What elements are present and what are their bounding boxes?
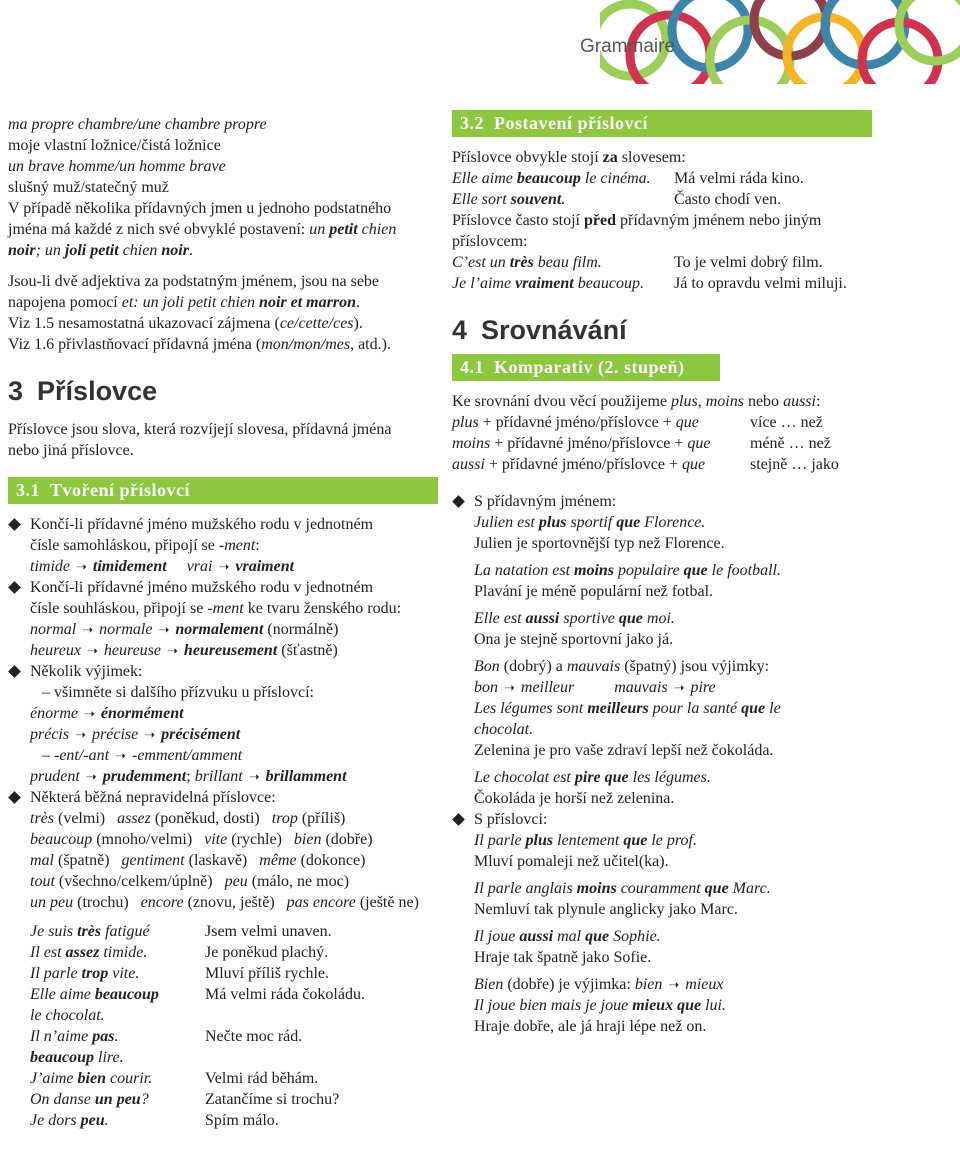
paragraph-line: V případě několika přídavných jmen u jednoho podstatného — [8, 200, 392, 217]
left-column — [8, 114, 438, 1131]
bullet-item: Končí-li přídavné jméno mužského rodu v jednotném čísle souhláskou, připojí se -ment ke tvaru ženského rodu: normal ➝ normale ➝ normalement (normálně) heureux ➝ heureuse ➝ heureusement (šťastně) — [8, 577, 438, 661]
arrow-icon: ➝ — [144, 727, 156, 742]
example-row: Il est assez timide. Je poněkud plachý. — [30, 944, 329, 961]
arrow-icon: ➝ — [85, 769, 97, 784]
arrow-icon: ➝ — [76, 559, 87, 574]
subsection-bar: 3.2 Postavení příslovcí — [452, 110, 872, 137]
example-row: beaucoup lire. — [30, 1049, 124, 1066]
diamond-bullet-icon — [8, 518, 21, 531]
right-column — [452, 110, 882, 1037]
example-row: J’aime bien courir. Velmi rád běhám. — [30, 1070, 319, 1087]
comparison-row: moins + přídavné jméno/příslovce + que méně … než — [452, 435, 831, 452]
example-row: Je l’aime vraiment beaucoup. Já to opravdu velmi miluji. — [452, 275, 847, 292]
intro-line: ma propre chambre/une chambre propre — [8, 116, 267, 133]
example-row: le chocolat. — [30, 1007, 105, 1024]
paragraph-line: příslovcem: — [452, 233, 528, 250]
paragraph-line: noir; un joli petit chien noir. — [8, 242, 193, 259]
arrow-icon: ➝ — [82, 622, 94, 637]
paragraph-line: Jsou-li dvě adjektiva za podstatným jménem, jsou na sebe — [8, 273, 380, 290]
arrow-icon: ➝ — [86, 643, 98, 658]
arrow-icon: ➝ — [248, 769, 260, 784]
example-row: Je dors peu. Spím málo. — [30, 1112, 279, 1129]
subsection-bar: 3.1 Tvoření příslovcí — [8, 477, 438, 504]
bullet-item: Několik výjimek: – všimněte si dalšího přízvuku u příslovcí: énorme ➝ énormément précis ➝ précise ➝ précisément – -ent/-ant ➝ -emment/amment prudent ➝ prudemment; brillant ➝ brillamment — [8, 661, 438, 787]
paragraph-line: Příslovce jsou slova, která rozvíjejí slovesa, přídavná jména — [8, 421, 392, 438]
arrow-icon: ➝ — [504, 680, 515, 695]
bullet-item: Některá běžná nepravidelná příslovce: très (velmi) assez (poněkud, dosti) trop (příliš) beaucoup (mnoho/velmi) vite (rychle) bien (dobře) mal (špatně) gentiment (laskavě) même (dokonce) tout (všechno/celkem/úplně) peu (málo, ne moc) un peu (trochu) encore (znovu, ještě) pas encore (ještě ne) — [8, 787, 438, 913]
example-row: Elle sort souvent. Často chodí ven. — [452, 191, 782, 208]
diamond-bullet-icon — [8, 791, 21, 804]
comparison-row: aussi + přídavné jméno/příslovce + que stejně … jako — [452, 456, 839, 473]
arrow-icon: ➝ — [673, 680, 685, 695]
example-row: Il parle trop vite. Mluví příliš rychle. — [30, 965, 329, 982]
intro-line: moje vlastní ložnice/čistá ložnice — [8, 137, 221, 154]
example-row: Il n’aime pas. Nečte moc rád. — [30, 1028, 303, 1045]
paragraph-line: Viz 1.5 nesamostatná ukazovací zájmena (ce/cette/ces). — [8, 315, 363, 332]
arrow-icon: ➝ — [668, 977, 680, 992]
section-heading: 4 Srovnávání — [452, 315, 627, 345]
bullet-item: S příslovci: Il parle plus lentement que le prof. Mluví pomaleji než učitel(ka). Il parle anglais moins couramment que Marc. Nemluví tak plynule anglicky jako Marc. Il joue aussi mal que Sophie. Hraje tak špatně jako Sofie. Bien (dobře) je výjimka: bien ➝ mieux Il joue bien mais je joue mieux que lui. Hraje dobře, ale já hraji lépe než on. — [452, 809, 882, 1037]
paragraph-line: jména má každé z nich své obvyklé postavení: un petit chien — [8, 221, 397, 238]
intro-line: un brave homme/un homme brave — [8, 158, 226, 175]
diamond-bullet-icon — [452, 813, 465, 826]
paragraph-line: Ke srovnání dvou věcí použijeme plus, moins nebo aussi: — [452, 393, 821, 410]
comparison-row: plus + přídavné jméno/příslovce + que více … než — [452, 414, 823, 431]
intro-line: slušný muž/statečný muž — [8, 179, 169, 196]
diamond-bullet-icon — [452, 495, 465, 508]
diamond-bullet-icon — [8, 581, 21, 594]
paragraph-line: Příslovce obvykle stojí za slovesem: — [452, 149, 686, 166]
example-row: C’est un très beau film. To je velmi dobrý film. — [452, 254, 823, 271]
arrow-icon: ➝ — [75, 727, 87, 742]
bullet-item: S přídavným jménem: Julien est plus sportif que Florence. Julien je sportovnější typ než Florence. La natation est moins populaire que le football. Plavání je méně populární než fotbal. Elle est aussi sportive que moi. Ona je stejně sportovní jako já. Bon (dobrý) a mauvais (špatný) jsou výjimky: bon ➝ meilleur mauvais ➝ pire Les légumes sont meilleurs pour la santé que le chocolat. Zelenina je pro vaše zdraví lepší než čokoláda. Le chocolat est pire que les légumes. Čokoláda je horší než zelenina. — [452, 491, 882, 809]
examples-table — [8, 921, 438, 1131]
example-row: Elle aime beaucoup Má velmi ráda čokoládu. — [30, 986, 365, 1003]
arrow-icon: ➝ — [83, 706, 95, 721]
example-row: Elle aime beaucoup le cinéma. Má velmi ráda kino. — [452, 170, 804, 187]
example-row: On danse un peu? Zatančíme si trochu? — [30, 1091, 340, 1108]
paragraph-line: Viz 1.6 přivlastňovací přídavná jména (mon/mon/mes, atd.). — [8, 336, 391, 353]
section-heading: 3 Příslovce — [8, 376, 158, 406]
arrow-icon: ➝ — [158, 622, 170, 637]
subsection-bar: 4.1 Komparativ (2. stupeň) — [452, 354, 720, 381]
diamond-bullet-icon — [8, 665, 21, 678]
arrow-icon: ➝ — [115, 748, 126, 763]
paragraph-line: napojena pomocí et: un joli petit chien noir et marron. — [8, 294, 360, 311]
page-header-title: Grammaire — [580, 36, 676, 57]
arrow-icon: ➝ — [218, 559, 230, 574]
bullet-item: Končí-li přídavné jméno mužského rodu v jednotném čísle samohláskou, připojí se -ment: timide ➝ timidement vrai ➝ vraiment — [8, 514, 438, 577]
example-row: Je suis très fatigué Jsem velmi unaven. — [30, 923, 332, 940]
arrow-icon: ➝ — [167, 643, 178, 658]
paragraph-line: nebo jiná příslovce. — [8, 442, 134, 459]
paragraph-line: Příslovce často stojí před přídavným jménem nebo jiným — [452, 212, 822, 229]
